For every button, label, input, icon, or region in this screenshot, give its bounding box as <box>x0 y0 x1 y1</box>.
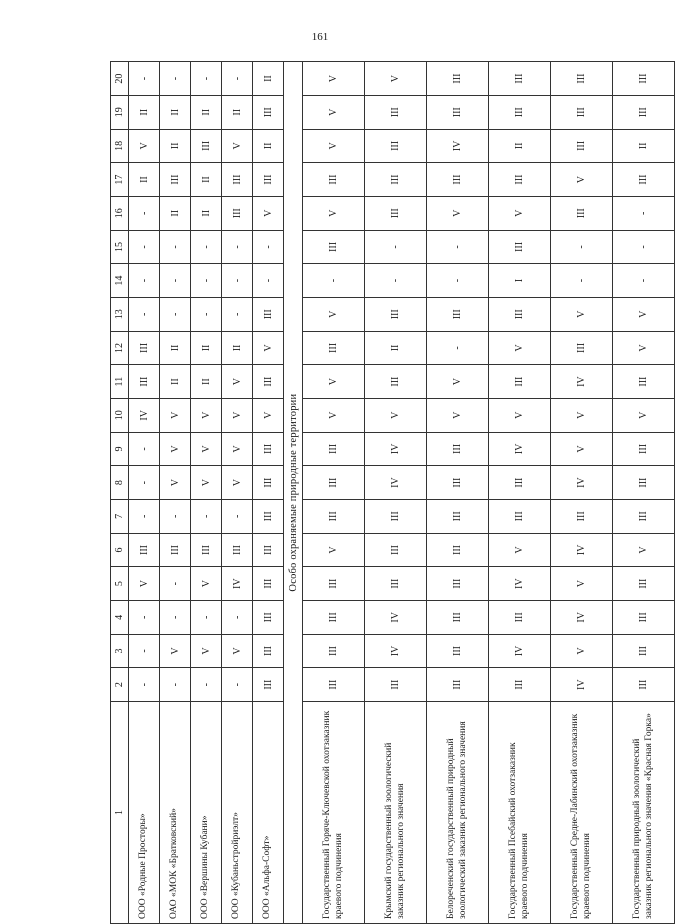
table-cell: IV <box>222 567 253 601</box>
column-header: 7 <box>111 499 129 533</box>
table-cell: IV <box>129 398 160 432</box>
table-cell: III <box>489 365 551 399</box>
row-name: ОАО «МОК «Братковский» <box>160 702 191 924</box>
table-cell: V <box>160 432 191 466</box>
table-cell: III <box>613 668 675 702</box>
table-cell: III <box>489 163 551 197</box>
table-cell: III <box>253 95 284 129</box>
table-cell: - <box>253 230 284 264</box>
table-cell: - <box>191 62 222 96</box>
table-cell: III <box>613 95 675 129</box>
table-cell: V <box>222 432 253 466</box>
table-cell: - <box>191 600 222 634</box>
column-header: 4 <box>111 600 129 634</box>
table-cell: V <box>191 432 222 466</box>
table-cell: III <box>427 567 489 601</box>
table-cell: III <box>365 163 427 197</box>
table-cell: - <box>365 264 427 298</box>
table-cell: IV <box>365 634 427 668</box>
table-cell: III <box>303 600 365 634</box>
table-cell: V <box>222 129 253 163</box>
table-cell: V <box>427 196 489 230</box>
table-cell: V <box>303 297 365 331</box>
table-cell: - <box>160 567 191 601</box>
column-header: 20 <box>111 62 129 96</box>
column-header: 8 <box>111 466 129 500</box>
table-cell: II <box>222 331 253 365</box>
table-cell: III <box>160 533 191 567</box>
table-cell: III <box>365 297 427 331</box>
table-cell: V <box>303 95 365 129</box>
table-cell: V <box>427 365 489 399</box>
table-cell: V <box>613 533 675 567</box>
table-cell: V <box>365 62 427 96</box>
table-cell: III <box>489 62 551 96</box>
column-header: 2 <box>111 668 129 702</box>
row-name: Государственный Горяче-Ключевской охотзаказник краевого подчинения <box>303 702 365 924</box>
table-row <box>489 62 551 924</box>
table-cell: - <box>160 499 191 533</box>
table-cell: III <box>303 567 365 601</box>
table-cell: - <box>129 230 160 264</box>
table-cell: III <box>253 432 284 466</box>
table-row <box>427 62 489 924</box>
table-cell: V <box>129 129 160 163</box>
table-cell: IV <box>365 466 427 500</box>
table-cell: III <box>551 196 613 230</box>
table-cell: III <box>613 600 675 634</box>
row-name: Государственный природный зоологический заказник регионального значения «Красная Горка» <box>613 702 675 924</box>
table-cell: III <box>365 196 427 230</box>
section-title: Особо охраняемые природные территории <box>284 62 303 924</box>
table-cell: II <box>129 95 160 129</box>
row-name: ООО «Родные Просторы» <box>129 702 160 924</box>
table-cell: - <box>613 230 675 264</box>
table-cell: IV <box>427 129 489 163</box>
table-cell: IV <box>551 365 613 399</box>
table-cell: II <box>160 129 191 163</box>
table-cell: III <box>253 567 284 601</box>
table-cell: V <box>253 398 284 432</box>
table-cell: II <box>191 196 222 230</box>
table-cell: - <box>160 62 191 96</box>
row-name: Крымский государственный зоологический заказник регионального значения <box>365 702 427 924</box>
table-cell: IV <box>489 634 551 668</box>
column-header: 11 <box>111 365 129 399</box>
table-cell: V <box>303 533 365 567</box>
column-header: 6 <box>111 533 129 567</box>
table-cell: V <box>191 398 222 432</box>
column-header: 15 <box>111 230 129 264</box>
column-header: 14 <box>111 264 129 298</box>
table-cell: III <box>427 600 489 634</box>
table-cell: IV <box>365 600 427 634</box>
table-cell: III <box>489 600 551 634</box>
table-cell: II <box>160 196 191 230</box>
column-header: 13 <box>111 297 129 331</box>
table-cell: - <box>129 297 160 331</box>
table-cell: - <box>191 668 222 702</box>
table-cell: II <box>191 163 222 197</box>
table-cell: III <box>365 533 427 567</box>
table-cell: III <box>365 365 427 399</box>
table-cell: III <box>303 230 365 264</box>
table-row <box>129 62 160 924</box>
table-cell: III <box>613 432 675 466</box>
table-cell: - <box>160 264 191 298</box>
table-cell: V <box>489 533 551 567</box>
table-cell: III <box>191 129 222 163</box>
table-cell: V <box>160 634 191 668</box>
table-cell: III <box>427 95 489 129</box>
table-cell: V <box>551 567 613 601</box>
table-cell: V <box>489 331 551 365</box>
table-cell: - <box>551 230 613 264</box>
table-cell: III <box>613 365 675 399</box>
table-cell: II <box>489 129 551 163</box>
table-cell: V <box>253 331 284 365</box>
table-cell: V <box>551 432 613 466</box>
table-cell: - <box>129 668 160 702</box>
table-cell: V <box>303 196 365 230</box>
table-cell: III <box>427 668 489 702</box>
table-cell: II <box>253 62 284 96</box>
table-cell: - <box>129 62 160 96</box>
table-cell: III <box>427 62 489 96</box>
table-cell: V <box>222 398 253 432</box>
row-name: Государственный Средне-Лабинский охотзаказник краевого подчинения <box>551 702 613 924</box>
table-cell: III <box>613 499 675 533</box>
row-name: ООО «Вершины Кубани» <box>191 702 222 924</box>
table-cell: - <box>129 600 160 634</box>
table-cell: V <box>365 398 427 432</box>
table-cell: III <box>613 163 675 197</box>
table-cell: III <box>222 533 253 567</box>
table-cell: III <box>253 668 284 702</box>
table-cell: IV <box>551 600 613 634</box>
table-cell: III <box>489 668 551 702</box>
table-cell: - <box>191 230 222 264</box>
page-number: 161 <box>311 31 329 43</box>
table-cell: IV <box>365 432 427 466</box>
table-cell: II <box>365 331 427 365</box>
column-header: 9 <box>111 432 129 466</box>
column-header: 10 <box>111 398 129 432</box>
table-cell: - <box>427 230 489 264</box>
table-cell: V <box>613 297 675 331</box>
table-cell: V <box>303 62 365 96</box>
table-cell: III <box>613 567 675 601</box>
table-row <box>222 62 253 924</box>
table-cell: III <box>365 95 427 129</box>
table-cell: III <box>427 432 489 466</box>
table-cell: I <box>489 264 551 298</box>
column-header: 3 <box>111 634 129 668</box>
table-cell: III <box>253 365 284 399</box>
table-cell: V <box>191 567 222 601</box>
table-cell: V <box>222 466 253 500</box>
table-cell: - <box>129 196 160 230</box>
table-cell: IV <box>489 567 551 601</box>
table-cell: III <box>427 466 489 500</box>
column-header: 12 <box>111 331 129 365</box>
table-cell: III <box>222 196 253 230</box>
table-cell: III <box>303 163 365 197</box>
table-cell: III <box>303 331 365 365</box>
table-cell: III <box>253 297 284 331</box>
table-cell: II <box>191 95 222 129</box>
table-cell: III <box>365 129 427 163</box>
table-cell: V <box>160 398 191 432</box>
table-cell: III <box>427 297 489 331</box>
table-cell: III <box>613 466 675 500</box>
table-cell: III <box>191 533 222 567</box>
table-cell: - <box>551 264 613 298</box>
table-cell: III <box>427 533 489 567</box>
table-cell: IV <box>551 668 613 702</box>
table-cell: III <box>551 331 613 365</box>
table-cell: IV <box>551 466 613 500</box>
row-name: ООО «Кубаньстройриэлт» <box>222 702 253 924</box>
table-cell: V <box>191 466 222 500</box>
table-row <box>551 62 613 924</box>
table-cell: V <box>222 634 253 668</box>
table-cell: - <box>222 264 253 298</box>
column-header: 18 <box>111 129 129 163</box>
table-cell: - <box>222 600 253 634</box>
table-cell: III <box>613 62 675 96</box>
table-cell: III <box>303 668 365 702</box>
column-header: 1 <box>111 702 129 924</box>
row-name: Белореченский государственный природный зоологический заказник регионального значения <box>427 702 489 924</box>
section-row <box>284 62 303 924</box>
table-cell: III <box>489 95 551 129</box>
table-cell: - <box>222 230 253 264</box>
table-cell: II <box>160 365 191 399</box>
table-cell: - <box>222 499 253 533</box>
table-cell: V <box>551 163 613 197</box>
table-row <box>365 62 427 924</box>
table-cell: V <box>427 398 489 432</box>
table-cell: III <box>551 95 613 129</box>
table-cell: III <box>253 466 284 500</box>
table-cell: V <box>551 297 613 331</box>
column-header: 17 <box>111 163 129 197</box>
table-cell: - <box>427 331 489 365</box>
table-cell: III <box>253 533 284 567</box>
table-row <box>303 62 365 924</box>
table-cell: V <box>191 634 222 668</box>
table-cell: III <box>551 129 613 163</box>
table-cell: III <box>551 499 613 533</box>
table-cell: III <box>303 499 365 533</box>
table-cell: - <box>253 264 284 298</box>
table-cell: III <box>365 668 427 702</box>
column-header: 16 <box>111 196 129 230</box>
table-cell: III <box>303 634 365 668</box>
table-cell: III <box>253 499 284 533</box>
table-cell: II <box>613 129 675 163</box>
table-cell: IV <box>551 533 613 567</box>
table-row <box>613 62 675 924</box>
table-row <box>191 62 222 924</box>
table-cell: V <box>489 196 551 230</box>
table-cell: - <box>160 230 191 264</box>
column-header: 5 <box>111 567 129 601</box>
table-cell: III <box>613 634 675 668</box>
table-cell: III <box>253 163 284 197</box>
table-cell: III <box>253 600 284 634</box>
table-cell: - <box>129 634 160 668</box>
table-cell: II <box>160 95 191 129</box>
table-cell: - <box>129 499 160 533</box>
table-cell: III <box>427 163 489 197</box>
table-cell: V <box>551 398 613 432</box>
table-cell: - <box>129 432 160 466</box>
table-cell: III <box>365 567 427 601</box>
table-cell: - <box>191 499 222 533</box>
table-cell: - <box>191 264 222 298</box>
table-cell: - <box>613 264 675 298</box>
row-name: Государственный Псебайский охотзаказник краевого подчинения <box>489 702 551 924</box>
table-cell: III <box>129 365 160 399</box>
table-cell: II <box>222 95 253 129</box>
column-header-row <box>111 62 129 924</box>
table-row <box>253 62 284 924</box>
table-cell: III <box>551 62 613 96</box>
table-cell: - <box>191 297 222 331</box>
table-cell: - <box>613 196 675 230</box>
rotated-table-sheet <box>110 62 654 924</box>
table-cell: V <box>253 196 284 230</box>
table-cell: V <box>489 398 551 432</box>
row-name: ООО «Альфа-Софт» <box>253 702 284 924</box>
table-cell: III <box>222 163 253 197</box>
table-cell: II <box>160 331 191 365</box>
table-cell: - <box>222 297 253 331</box>
table-cell: II <box>191 365 222 399</box>
table-cell: V <box>613 331 675 365</box>
table-cell: IV <box>489 432 551 466</box>
table-cell: III <box>427 634 489 668</box>
table-cell: II <box>253 129 284 163</box>
column-header: 19 <box>111 95 129 129</box>
table-row <box>160 62 191 924</box>
table-cell: V <box>303 398 365 432</box>
table-cell: II <box>191 331 222 365</box>
table-cell: III <box>489 297 551 331</box>
table-cell: III <box>129 533 160 567</box>
table-cell: V <box>551 634 613 668</box>
table-cell: - <box>129 466 160 500</box>
table-cell: - <box>160 297 191 331</box>
table-cell: III <box>365 499 427 533</box>
table-cell: - <box>365 230 427 264</box>
table-cell: V <box>303 365 365 399</box>
table-cell: - <box>222 668 253 702</box>
table-cell: V <box>222 365 253 399</box>
table-cell: III <box>303 432 365 466</box>
table-cell: III <box>160 163 191 197</box>
table-cell: III <box>303 466 365 500</box>
table-cell: V <box>613 398 675 432</box>
table-cell: V <box>160 466 191 500</box>
table-cell: - <box>222 62 253 96</box>
assessment-table <box>110 61 675 924</box>
table-cell: III <box>129 331 160 365</box>
table-cell: - <box>160 668 191 702</box>
table-cell: III <box>253 634 284 668</box>
table-cell: - <box>160 600 191 634</box>
table-cell: - <box>427 264 489 298</box>
table-cell: V <box>129 567 160 601</box>
table-cell: III <box>489 499 551 533</box>
table-cell: II <box>129 163 160 197</box>
table-cell: V <box>303 129 365 163</box>
table-cell: III <box>427 499 489 533</box>
table-cell: - <box>303 264 365 298</box>
table-cell: - <box>129 264 160 298</box>
table-cell: III <box>489 466 551 500</box>
table-cell: III <box>489 230 551 264</box>
